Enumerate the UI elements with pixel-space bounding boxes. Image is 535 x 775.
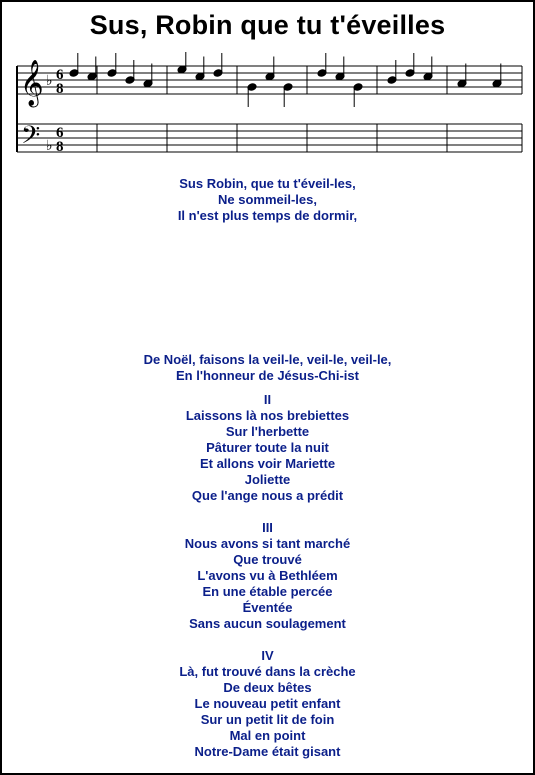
lyric-line: Sur l'herbette [225, 424, 310, 439]
bass-clef-icon: 𝄢 [21, 121, 41, 156]
lyric-line: De Noël, faisons la veil-le, veil-le, veil-le, [143, 352, 392, 367]
lyric-line: Nous avons si tant marché [184, 536, 351, 551]
verse-3 [2, 520, 533, 632]
lyric-line: Pâturer toute la nuit [206, 440, 329, 455]
verse-number: IV [261, 648, 274, 663]
time-signature-top: 6 [56, 125, 64, 141]
verse-1-part-2 [2, 352, 533, 384]
lyric-line: Éventée [242, 600, 293, 615]
verse-number: II [263, 392, 272, 407]
lyric-line: En l'honneur de Jésus-Chi-ist [176, 368, 359, 383]
lyric-line: Sus Robin, que tu t'éveil-les, [179, 176, 356, 191]
verse-2 [2, 392, 533, 504]
time-signature-bottom: 8 [56, 81, 64, 97]
music-system-1 [12, 52, 527, 167]
lyric-line: De deux bêtes [223, 680, 312, 695]
flat-icon: ♭ [46, 73, 53, 89]
flat-icon: ♭ [46, 138, 53, 154]
song-title: Sus, Robin que tu t'éveilles [89, 10, 446, 40]
lyric-line: Il n'est plus temps de dormir, [177, 208, 358, 223]
lyric-line: Ne sommeil-les, [218, 192, 317, 207]
lyric-line: En une étable percée [202, 584, 333, 599]
score-system-1 [12, 52, 527, 167]
lyric-line: Là, fut trouvé dans la crèche [179, 664, 356, 679]
time-signature-bottom: 8 [56, 139, 64, 155]
verse-number: III [262, 520, 273, 535]
music-system-2 [12, 234, 527, 349]
treble-clef-icon: 𝄞 [20, 60, 44, 106]
lyric-line: Que trouvé [233, 552, 302, 567]
lyric-line: Notre-Dame était gisant [194, 744, 341, 759]
lyric-line: Le nouveau petit enfant [194, 696, 341, 711]
lyric-line: Que l'ange nous a prédit [191, 488, 344, 503]
lyric-line: Sur un petit lit de foin [200, 712, 335, 727]
verse-4 [2, 648, 533, 760]
lyric-line: Et allons voir Mariette [199, 456, 336, 471]
lyric-line: Mal en point [229, 728, 306, 743]
time-signature-top: 6 [56, 67, 64, 83]
lyric-line: Laissons là nos brebiettes [185, 408, 350, 423]
score-system-2 [12, 234, 527, 349]
verse-1-part-1 [2, 176, 533, 224]
lyric-line: Joliette [244, 472, 291, 487]
lyric-line: L'avons vu à Bethléem [197, 568, 338, 583]
lyric-line: Sans aucun soulagement [189, 616, 346, 631]
